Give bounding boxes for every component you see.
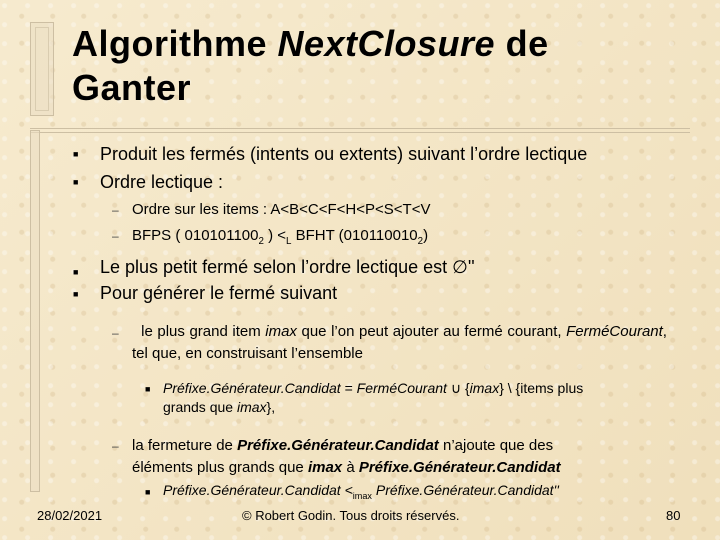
- title-text: de: [495, 23, 549, 64]
- square-bullet-icon: ■: [145, 487, 151, 497]
- sub-sub-bullet-item: Préfixe.Générateur.Candidat = FerméCourant ∪ {imax} \ {items plus grands que imax},: [163, 380, 584, 415]
- sub-sub-bullet-item: Préfixe.Générateur.Candidat $<_{imax}$ Préfixe.Générateur.Candidat'': [163, 482, 559, 501]
- title-text: Algorithme: [72, 23, 278, 64]
- bullet-item: Pour générer le fermé suivant: [100, 283, 338, 303]
- dash-bullet-icon: –: [112, 439, 119, 453]
- square-bullet-icon: ■: [145, 384, 151, 394]
- sub-bullet-item: Ordre sur les items : A<B<C<F<H<P<S<T<V: [132, 201, 431, 218]
- square-bullet-icon: ■: [73, 177, 79, 187]
- sub-bullet-item: le plus grand item imax que l’on peut ajouter au fermé courant, FerméCourant, tel que, en construisant l’ensemble: [132, 323, 667, 362]
- bullet-item: Produit les fermés (intents ou extents) suivant l’ordre lectique: [100, 144, 588, 164]
- sub-bullet-item: la fermeture de Préfixe.Générateur.Candidat n’ajoute que des éléments plus grands que imax à Préfixe.Générateur.Candidat: [132, 437, 561, 476]
- square-bullet-icon: ■: [73, 267, 79, 277]
- body-frame-top-line: [30, 128, 690, 133]
- dash-bullet-icon: –: [112, 203, 119, 217]
- square-bullet-icon: ■: [73, 289, 79, 299]
- title-italic: NextClosure: [277, 23, 496, 64]
- footer-copyright: © Robert Godin. Tous droits réservés.: [242, 508, 460, 523]
- dash-bullet-icon: –: [112, 229, 119, 243]
- dash-bullet-icon: –: [112, 326, 119, 340]
- square-bullet-icon: ■: [73, 149, 79, 159]
- footer-date: 28/02/2021: [37, 508, 103, 523]
- title-frame-decoration: [30, 22, 54, 116]
- footer-page-number: 80: [666, 508, 681, 523]
- bullet-item: Le plus petit fermé selon l’ordre lectique est ∅'': [100, 257, 475, 277]
- body-frame-left-bar: [30, 130, 40, 492]
- title-text: Ganter: [72, 67, 192, 108]
- sub-bullet-item: BFPS ( $010101100_2$ ) $<_L$ BFHT $(010110010_2)$: [132, 227, 429, 247]
- bullet-item: Ordre lectique :: [100, 172, 224, 192]
- slide-title: [72, 22, 692, 110]
